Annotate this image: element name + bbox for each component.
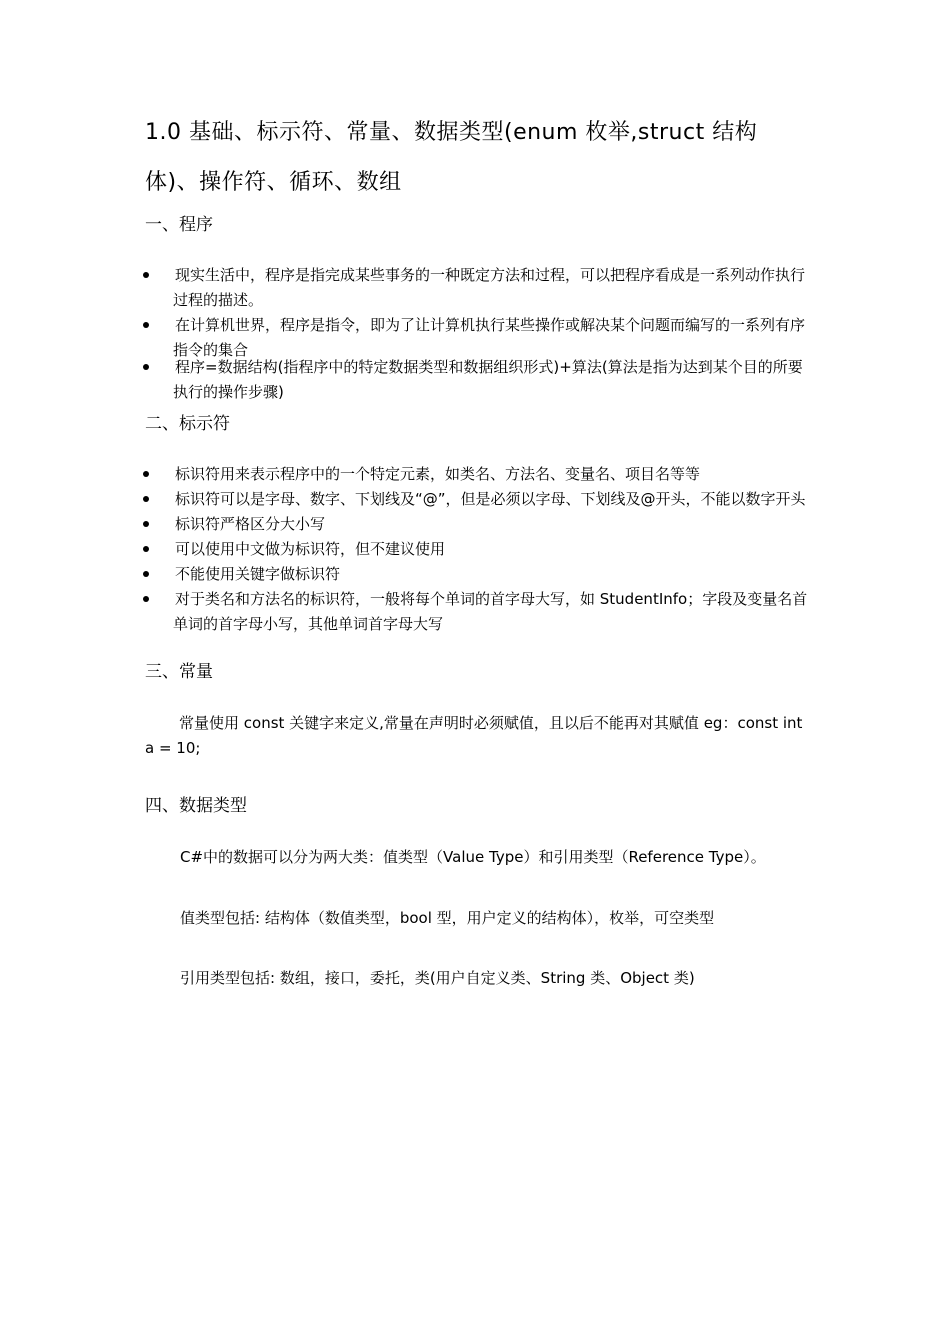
- bullet-icon: [143, 521, 149, 527]
- constant-paragraph: 常量使用 const 关键字来定义,常量在声明时必须赋值，且以后不能再对其赋值 eg：const int a = 10;: [145, 714, 803, 757]
- list-item: 标识符严格区分大小写: [145, 512, 810, 537]
- bullet-icon: [143, 471, 149, 477]
- bullet-icon: [143, 596, 149, 602]
- list-item: 可以使用中文做为标识符，但不建议使用: [145, 537, 810, 562]
- section-heading-constant: 三、常量: [145, 662, 213, 682]
- program-list: [145, 263, 810, 405]
- section-heading-identifier: 二、标示符: [145, 414, 230, 434]
- value-types-paragraph: 值类型包括: 结构体（数值类型，bool 型，用户定义的结构体），枚举，可空类型: [180, 909, 715, 927]
- bullet-icon: [143, 364, 149, 370]
- data-types-paragraph: C#中的数据可以分为两大类：值类型（Value Type）和引用类型（Reference Type）。: [180, 848, 766, 866]
- list-item: 现实生活中，程序是指完成某些事务的一种既定方法和过程，可以把程序看成是一系列动作执行过程的描述。: [145, 263, 810, 313]
- bullet-icon: [143, 571, 149, 577]
- bullet-icon: [143, 496, 149, 502]
- list-item: 标识符用来表示程序中的一个特定元素，如类名、方法名、变量名、项目名等等: [145, 462, 810, 487]
- section-heading-program: 一、程序: [145, 215, 213, 235]
- list-item: 不能使用关键字做标识符: [145, 562, 810, 587]
- list-item: 程序=数据结构(指程序中的特定数据类型和数据组织形式)+算法(算法是指为达到某个目的所要执行的操作步骤): [145, 355, 810, 405]
- identifier-list: [145, 462, 810, 637]
- list-item: 对于类名和方法名的标识符，一般将每个单词的首字母大写，如 StudentInfo；字段及变量名首单词的首字母小写，其他单词首字母大写: [145, 587, 810, 637]
- reference-types-paragraph: 引用类型包括: 数组，接口，委托，类(用户自定义类、String 类、Object 类): [180, 969, 695, 987]
- bullet-icon: [143, 546, 149, 552]
- list-item: 标识符可以是字母、数字、下划线及“@”，但是必须以字母、下划线及@开头，不能以数字开头: [145, 487, 810, 512]
- list-item: 在计算机世界，程序是指令，即为了让计算机执行某些操作或解决某个问题而编写的一系列有序指令的集合: [145, 313, 810, 363]
- bullet-icon: [143, 322, 149, 328]
- section-heading-data-types: 四、数据类型: [145, 796, 247, 816]
- document-title: 1.0 基础、标示符、常量、数据类型(enum 枚举,struct 结构体)、操作符、循环、数组: [145, 120, 758, 195]
- bullet-icon: [143, 272, 149, 278]
